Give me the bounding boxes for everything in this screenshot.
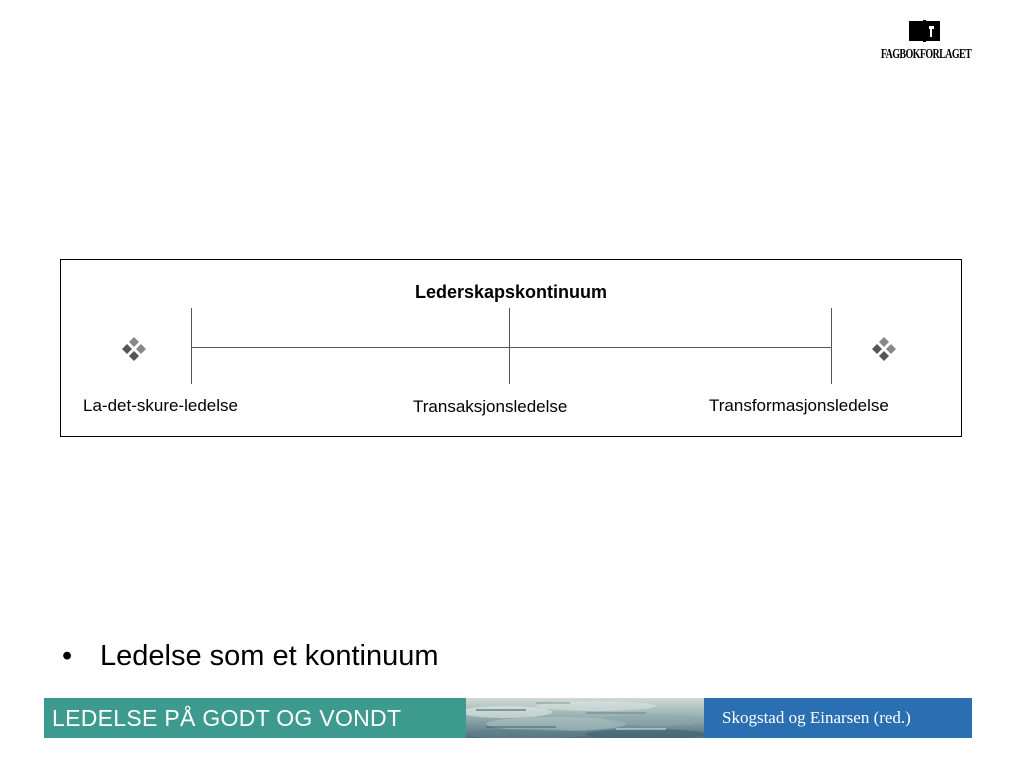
publisher-logo xyxy=(880,20,972,64)
cover-texture-image xyxy=(466,698,704,738)
leadership-continuum-diagram xyxy=(60,259,962,437)
bullet-text: Ledelse som et kontinuum xyxy=(100,640,439,672)
footer-cover-image xyxy=(466,698,704,738)
continuum-axis-line xyxy=(191,347,832,348)
footer-banner xyxy=(44,698,972,738)
label-laissez-faire: La-det-skure-ledelse xyxy=(83,396,238,415)
bullet-symbol: • xyxy=(62,640,73,672)
continuum-tick-right xyxy=(831,308,832,384)
four-diamond-icon xyxy=(119,335,149,365)
four-diamond-icon xyxy=(869,335,899,365)
bullet-item xyxy=(62,640,439,673)
logo-text: FAGBOKFORLAGET xyxy=(880,47,972,62)
label-transactional: Transaksjonsledelse xyxy=(413,397,568,416)
footer-book-title: LEDELSE PÅ GODT OG VONDT xyxy=(44,698,466,738)
book-icon xyxy=(909,20,943,42)
continuum-tick-left xyxy=(191,308,192,384)
footer-authors: Skogstad og Einarsen (red.) xyxy=(704,698,972,738)
diagram-title: Lederskapskontinuum xyxy=(414,282,608,302)
label-transformational: Transformasjonsledelse xyxy=(709,396,889,415)
continuum-tick-middle xyxy=(509,308,510,384)
